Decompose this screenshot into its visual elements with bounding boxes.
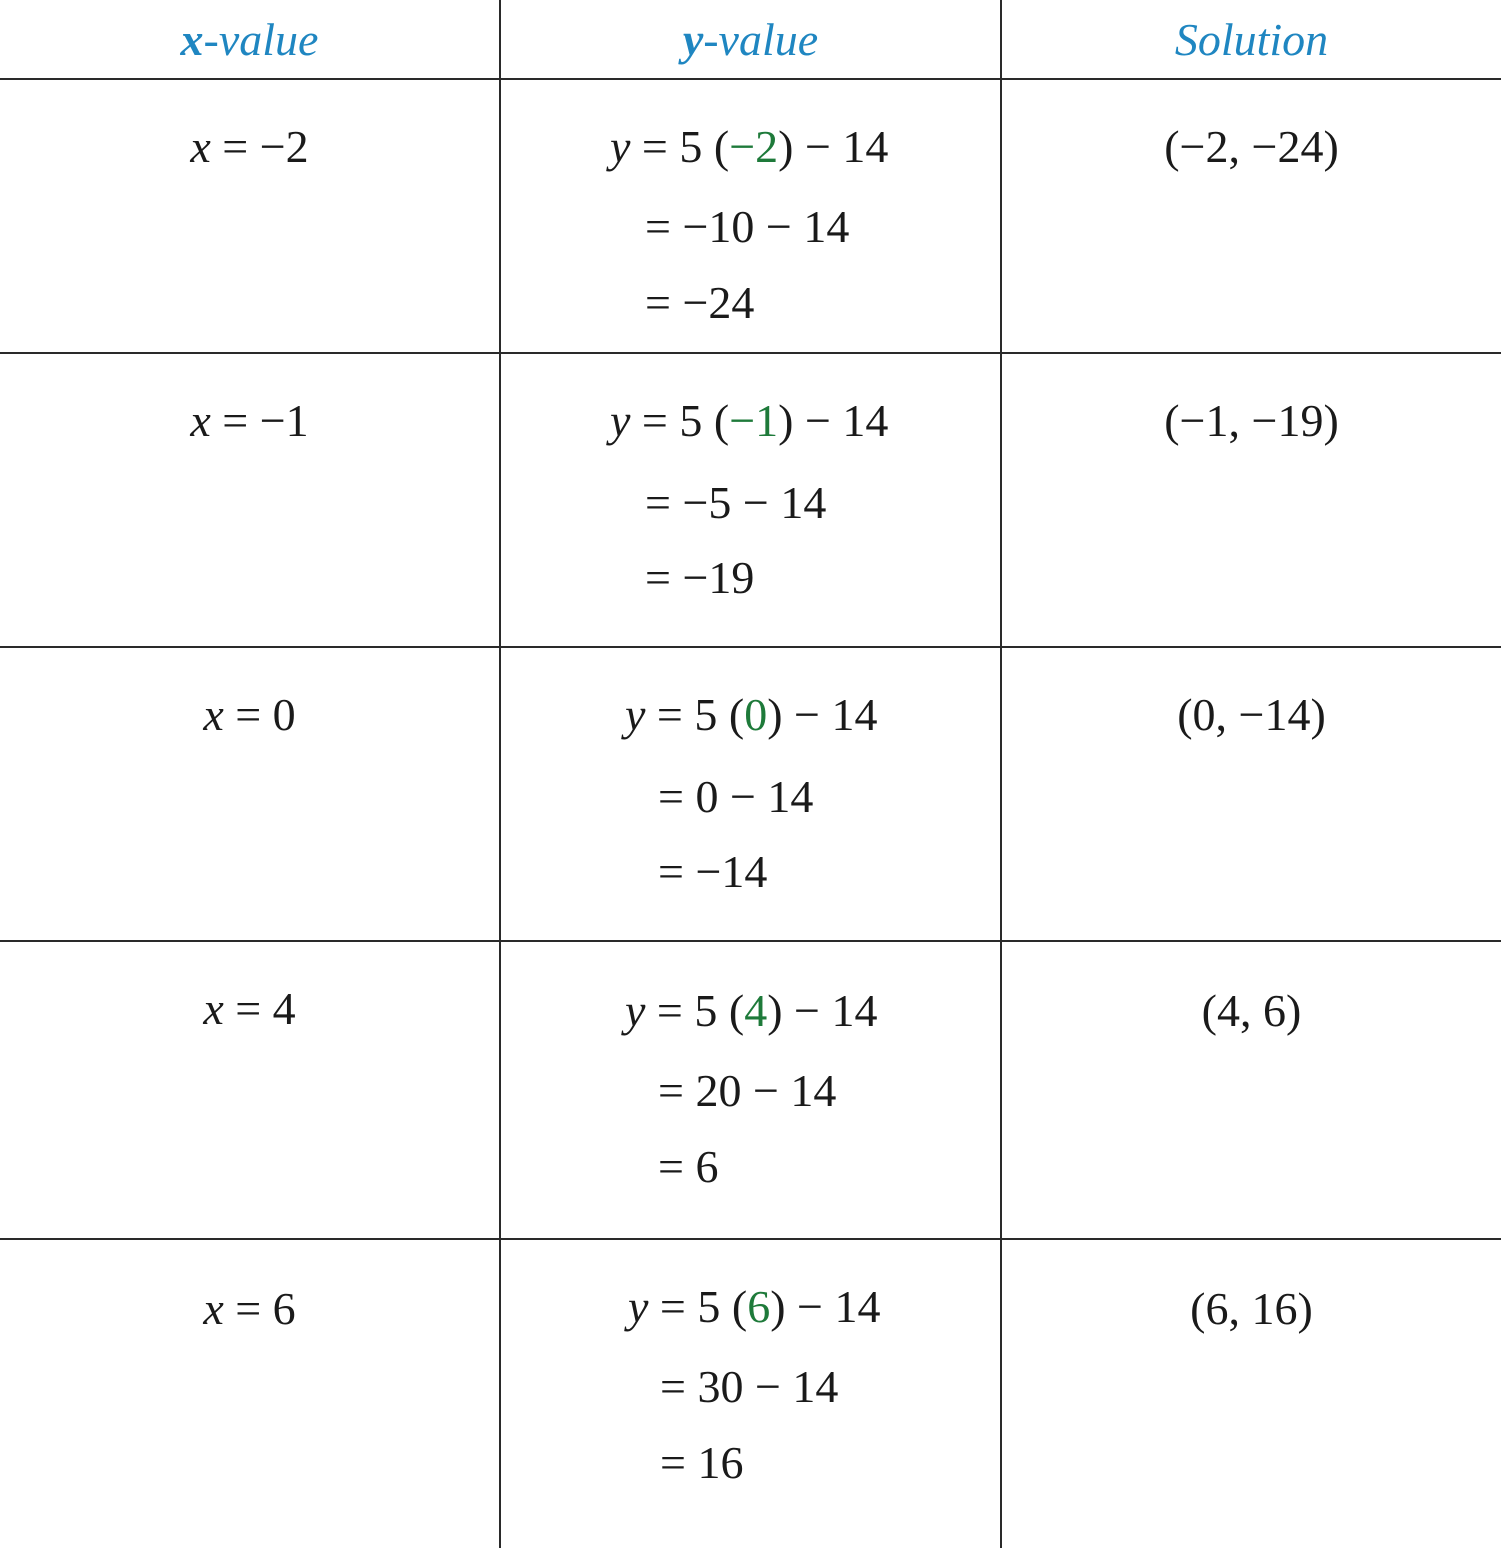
y-var: y	[610, 121, 631, 172]
y-var: y	[610, 395, 631, 446]
y-pre: = 5 (	[645, 985, 745, 1036]
row-divider-1	[0, 352, 1501, 354]
header-y-suffix: -value	[703, 14, 819, 65]
table-row-1-y-step3: = −24	[645, 277, 755, 328]
x-var: x	[203, 983, 224, 1034]
table-row-2-x	[0, 395, 499, 446]
row-divider-3	[0, 940, 1501, 942]
x-value: = −2	[210, 121, 309, 172]
x-var: x	[190, 395, 211, 446]
y-post: ) − 14	[767, 985, 878, 1036]
table-row-1-y-step2: = −10 − 14	[645, 201, 850, 252]
y-substitution: −1	[729, 395, 779, 446]
table-row-4-y-step1	[625, 985, 878, 1036]
table-row-1-y-step1	[610, 121, 889, 172]
y-pre: = 5 (	[645, 689, 745, 740]
y-pre: = 5 (	[630, 121, 730, 172]
table-row-1-x	[0, 121, 499, 172]
table-row-2-y-step3: = −19	[645, 552, 755, 603]
x-value: = 0	[223, 689, 296, 740]
table-row-5-solution: (6, 16)	[1190, 1283, 1313, 1334]
y-var: y	[625, 985, 646, 1036]
header-x-var: x	[180, 14, 204, 65]
y-substitution: 6	[747, 1281, 771, 1332]
table-row-4-solution: (4, 6)	[1201, 985, 1302, 1036]
header-x-value	[0, 10, 499, 70]
header-divider	[0, 78, 1501, 80]
header-solution: Solution	[1174, 14, 1329, 65]
y-var: y	[625, 689, 646, 740]
y-var: y	[628, 1281, 649, 1332]
table-row-5-y-step1	[628, 1281, 881, 1332]
table-row-2-solution: (−1, −19)	[1164, 395, 1339, 446]
row-divider-2	[0, 646, 1501, 648]
table-row-5-y-step2: = 30 − 14	[660, 1361, 839, 1412]
x-var: x	[190, 121, 211, 172]
y-pre: = 5 (	[648, 1281, 748, 1332]
table-row-4-x	[0, 983, 499, 1034]
y-substitution: 0	[744, 689, 768, 740]
y-substitution: −2	[729, 121, 779, 172]
y-post: ) − 14	[770, 1281, 881, 1332]
table-row-3-x	[0, 689, 499, 740]
y-substitution: 4	[744, 985, 768, 1036]
table-row-3-y-step2: = 0 − 14	[658, 771, 814, 822]
table-row-2-y-step1	[610, 395, 889, 446]
y-post: ) − 14	[767, 689, 878, 740]
y-pre: = 5 (	[630, 395, 730, 446]
row-divider-4	[0, 1238, 1501, 1240]
table-row-4-y-step3: = 6	[658, 1141, 719, 1192]
x-var: x	[203, 689, 224, 740]
table-row-2-y-step2: = −5 − 14	[645, 477, 827, 528]
x-value: = 6	[223, 1283, 296, 1334]
header-x-suffix: -value	[203, 14, 319, 65]
table-row-3-y-step3: = −14	[658, 846, 768, 897]
table-row-5-x	[0, 1283, 499, 1334]
y-post: ) − 14	[778, 121, 889, 172]
table-row-5-y-step3: = 16	[660, 1437, 744, 1488]
x-var: x	[203, 1283, 224, 1334]
column-divider-1	[499, 0, 501, 1548]
table-row-3-solution: (0, −14)	[1177, 689, 1326, 740]
table-row-1-solution: (−2, −24)	[1164, 121, 1339, 172]
header-y-var: y	[682, 14, 704, 65]
x-value: = −1	[210, 395, 309, 446]
table-row-3-y-step1	[625, 689, 878, 740]
y-post: ) − 14	[778, 395, 889, 446]
header-y-value	[501, 10, 1000, 70]
x-value: = 4	[223, 983, 296, 1034]
table-row-4-y-step2: = 20 − 14	[658, 1065, 837, 1116]
